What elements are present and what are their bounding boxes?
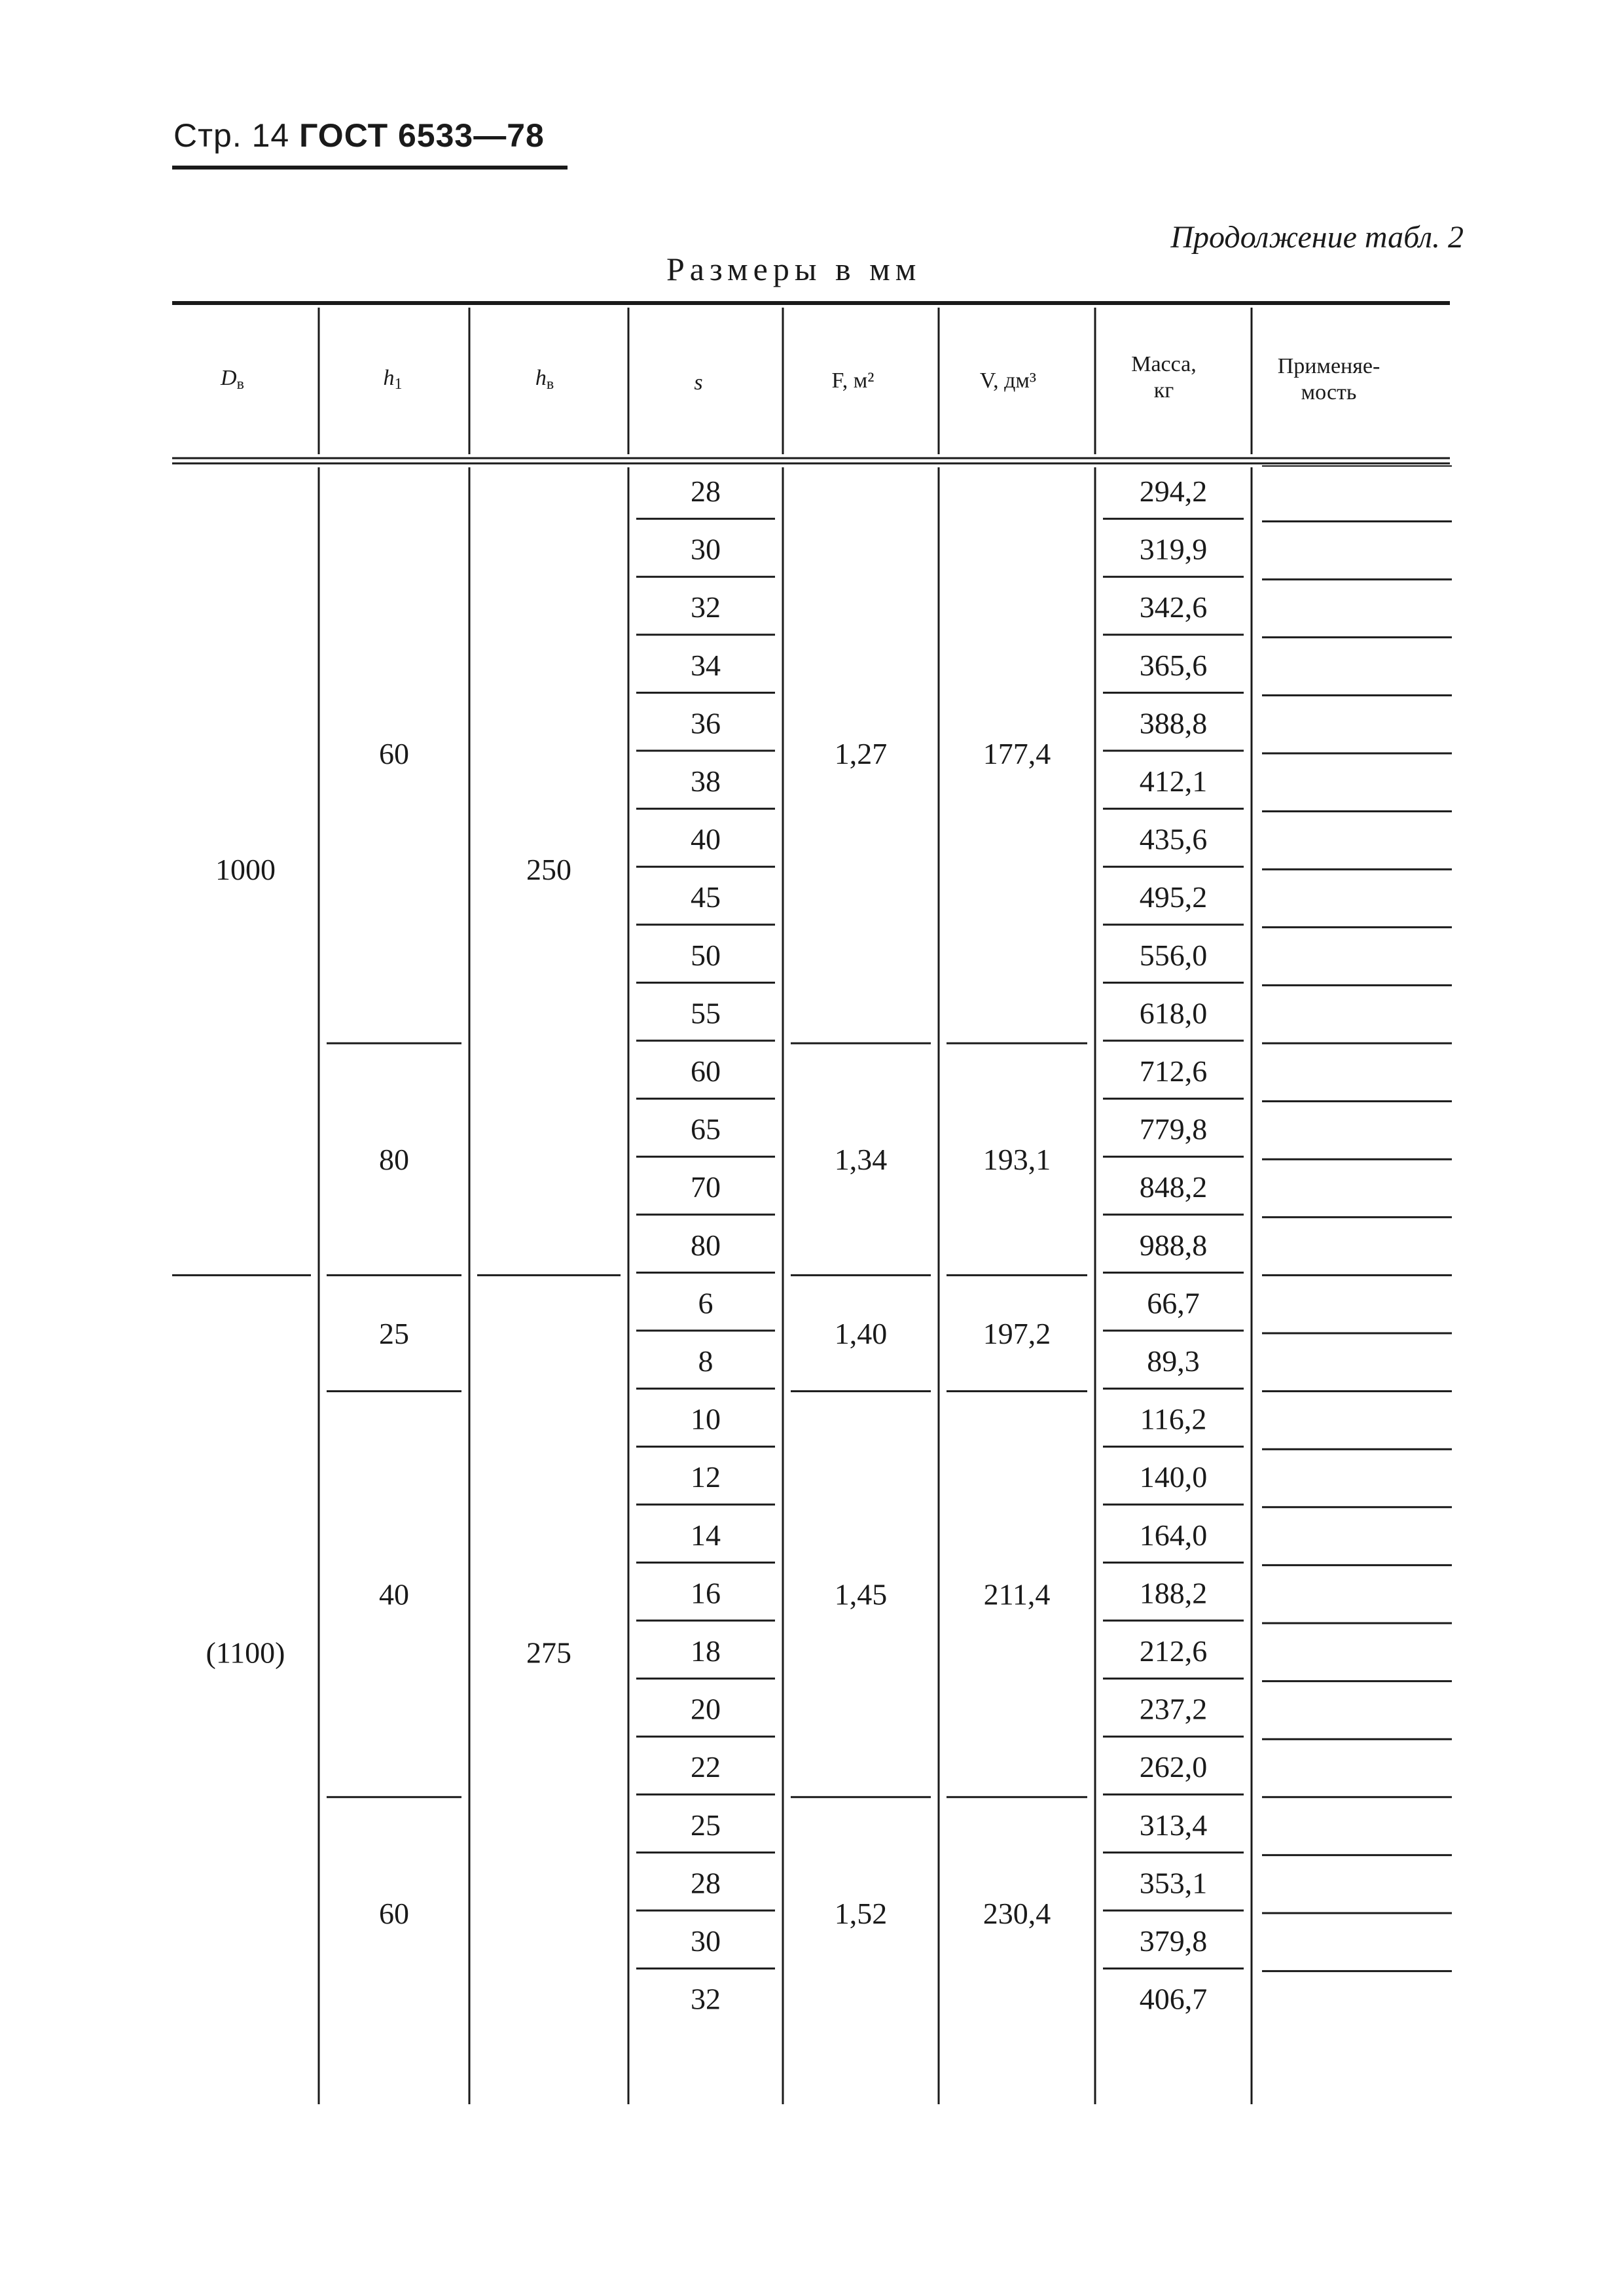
thickness-value: 65: [691, 1112, 721, 1146]
header-mass-line1: Масса,: [1131, 352, 1197, 376]
h1-value: 60: [379, 1897, 409, 1930]
thickness-value: 22: [691, 1750, 721, 1784]
header-applicability-line2: мость: [1301, 380, 1357, 404]
header-applicability-line1: Применяе-: [1277, 354, 1380, 378]
mass-value: 712,6: [1139, 1054, 1208, 1088]
thickness-value: 30: [691, 532, 721, 566]
thickness-value: 32: [691, 590, 721, 624]
mass-value: 495,2: [1139, 880, 1208, 914]
h1-value: 25: [379, 1317, 409, 1350]
area-value: 1,45: [834, 1577, 888, 1611]
volume-value: 197,2: [983, 1317, 1051, 1350]
mass-value: 388,8: [1139, 706, 1208, 740]
thickness-value: 28: [691, 475, 721, 508]
table-body: [206, 475, 1208, 2016]
thickness-value: 34: [691, 648, 721, 682]
area-value: 1,34: [834, 1143, 888, 1177]
thickness-value: 30: [691, 1924, 721, 1958]
thickness-value: 16: [691, 1576, 721, 1610]
mass-value: 779,8: [1139, 1112, 1208, 1146]
h1-value: 60: [379, 737, 409, 770]
table-header: [220, 352, 1380, 404]
mass-value: 89,3: [1147, 1344, 1200, 1378]
mass-value: 556,0: [1139, 938, 1208, 972]
mass-value: 342,6: [1139, 590, 1208, 624]
diameter-value: 1000: [215, 853, 276, 887]
h1-value: 80: [379, 1143, 409, 1177]
volume-value: 177,4: [983, 737, 1051, 770]
mass-value: 435,6: [1139, 822, 1208, 856]
mass-value: 618,0: [1139, 996, 1208, 1030]
thickness-value: 18: [691, 1634, 721, 1668]
thickness-value: 45: [691, 880, 721, 914]
table-continuation-note: Продолжение табл. 2: [1170, 220, 1464, 255]
mass-value: 848,2: [1139, 1170, 1208, 1204]
thickness-value: 55: [691, 996, 721, 1030]
diameter-value: (1100): [206, 1636, 285, 1670]
header-mass-line2: кг: [1153, 378, 1174, 403]
mass-value: 237,2: [1139, 1692, 1208, 1726]
thickness-value: 40: [691, 822, 721, 856]
mass-value: 140,0: [1139, 1460, 1208, 1494]
header-s: s: [694, 370, 703, 395]
header-hv: hв: [535, 366, 554, 393]
standard-code: ГОСТ 6533—78: [299, 117, 545, 154]
area-value: 1,52: [834, 1897, 888, 1930]
header-h1: h1: [383, 366, 403, 393]
volume-value: 230,4: [983, 1897, 1051, 1930]
thickness-value: 25: [691, 1808, 721, 1842]
volume-value: 193,1: [983, 1143, 1051, 1177]
thickness-value: 60: [691, 1054, 721, 1088]
header-f: F, м²: [831, 368, 875, 393]
mass-value: 379,8: [1139, 1924, 1208, 1958]
thickness-value: 80: [691, 1228, 721, 1262]
mass-value: 188,2: [1139, 1576, 1208, 1610]
thickness-value: 6: [698, 1286, 713, 1320]
mass-value: 262,0: [1139, 1750, 1208, 1784]
thickness-value: 20: [691, 1692, 721, 1726]
mass-value: 164,0: [1139, 1518, 1208, 1552]
area-value: 1,40: [834, 1317, 888, 1350]
thickness-value: 32: [691, 1982, 721, 2016]
thickness-value: 14: [691, 1518, 721, 1552]
table-lines: [172, 303, 1452, 2104]
thickness-value: 10: [691, 1402, 721, 1436]
mass-value: 353,1: [1139, 1866, 1208, 1900]
thickness-value: 36: [691, 706, 721, 740]
mass-value: 406,7: [1139, 1982, 1208, 2016]
mass-value: 412,1: [1139, 764, 1208, 798]
thickness-value: 70: [691, 1170, 721, 1204]
header-v: V, дм³: [979, 368, 1037, 393]
mass-value: 319,9: [1139, 532, 1208, 566]
units-caption: Размеры в мм: [666, 251, 922, 287]
thickness-value: 38: [691, 764, 721, 798]
hv-value: 250: [526, 853, 571, 887]
header-d: Dв: [221, 366, 244, 393]
mass-value: 365,6: [1139, 648, 1208, 682]
mass-value: 116,2: [1140, 1402, 1207, 1436]
mass-value: 212,6: [1139, 1634, 1208, 1668]
mass-value: 313,4: [1139, 1808, 1208, 1842]
thickness-value: 28: [691, 1866, 721, 1900]
mass-value: 988,8: [1139, 1228, 1208, 1262]
thickness-value: 12: [691, 1460, 721, 1494]
thickness-value: 50: [691, 938, 721, 972]
mass-value: 66,7: [1147, 1286, 1200, 1320]
mass-value: 294,2: [1139, 475, 1208, 508]
thickness-value: 8: [698, 1344, 713, 1378]
h1-value: 40: [379, 1577, 409, 1611]
volume-value: 211,4: [983, 1577, 1051, 1611]
hv-value: 275: [526, 1636, 571, 1670]
area-value: 1,27: [834, 737, 888, 770]
page-reference: Стр. 14: [173, 117, 290, 154]
